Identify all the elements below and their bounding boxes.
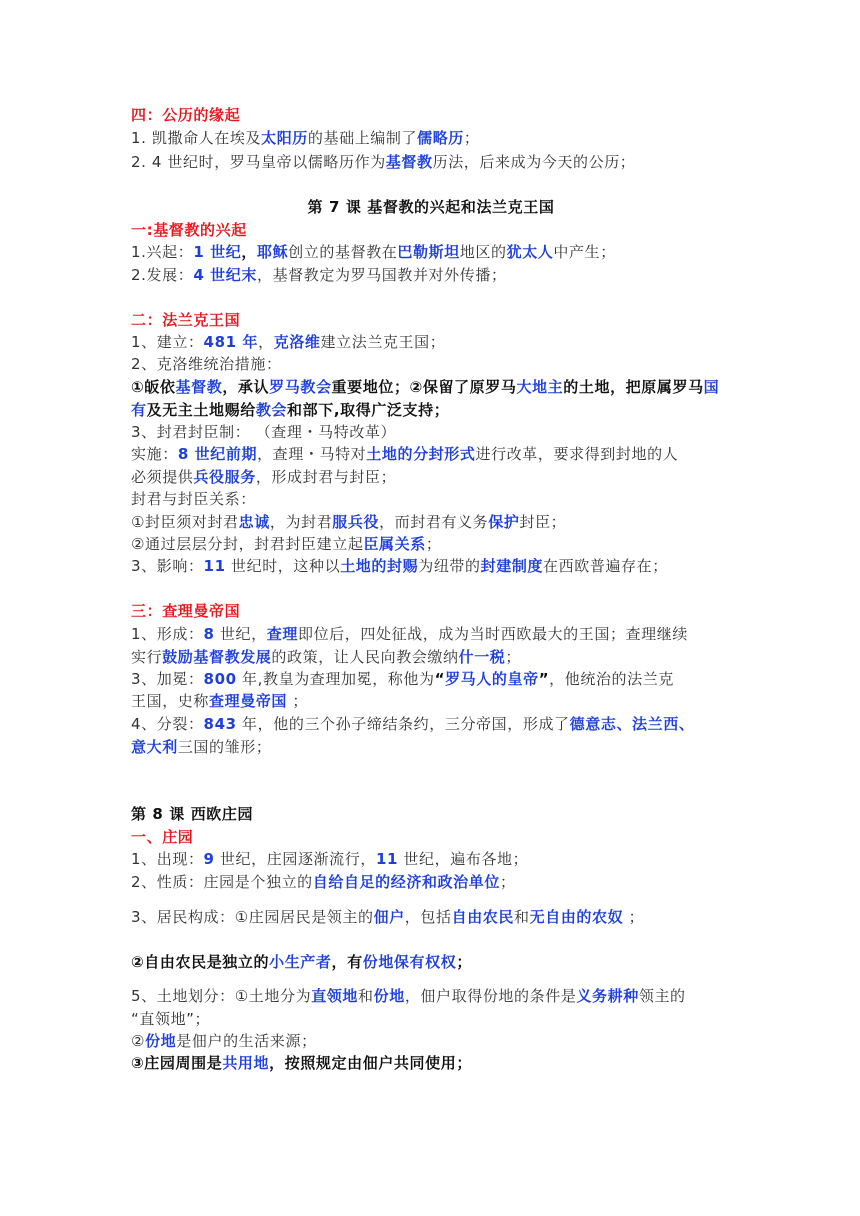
line-text: 进行改革，要求得到封地的人 [475,445,679,463]
text-line-l25 [131,713,741,735]
line-text: “ [434,670,446,688]
keyword-text: 基督教 [175,378,223,396]
keyword-text: 教会 [255,401,288,419]
keyword-text: 4 世纪末 [193,266,257,284]
keyword-text: 克洛维 [273,333,321,351]
keyword-text: 犹太人 [506,243,554,261]
line-text: 3、封君封臣制： （查理・马特改革） [131,423,397,441]
line-text: ； [499,873,516,891]
keyword-text: 什一税 [458,648,506,666]
keyword-text: 843 [203,715,237,733]
text-line-l17 [131,511,741,533]
text-line-l18 [131,533,741,555]
text-line-l19 [131,555,741,577]
keyword-text: 鼓励基督教发展 [162,648,272,666]
keyword-text: 份地 [145,1032,177,1050]
line-text: ③庄园周围是 [131,1054,223,1072]
line-text: 2. 4 世纪时，罗马皇帝以儒略历作为 [131,153,386,171]
line-text: ； [287,692,308,710]
text-line-l21 [131,623,741,645]
keyword-text: 儒略历 [417,129,464,147]
line-text: ； [623,908,645,926]
line-text: 和 [358,987,374,1005]
line-text: ，基督教定为罗马国教并对外传播； [256,266,507,284]
keyword-text: 查理 [266,625,298,643]
text-line-l33 [131,985,741,1007]
line-text: 第 7 课 基督教的兴起和法兰克王国 [307,198,555,216]
keyword-text: 有 [131,401,147,419]
line-text: 的政策，让人民向教会缴纳 [271,648,459,666]
line-text: ①皈依 [131,378,176,396]
text-line-l35 [131,1030,741,1052]
text-line-l24 [131,690,741,712]
text-line-l22 [131,646,741,668]
line-text: 1、建立： [131,333,204,351]
line-text: 在西欧普遍存在； [543,557,668,575]
line-text: ； [463,129,480,147]
keyword-text: 义务耕种 [576,987,639,1005]
line-text: 必须提供 [131,468,194,486]
keyword-text: 佃户 [373,908,405,926]
line-text: 及无主土地赐给 [146,401,256,419]
text-line-l02 [131,127,741,149]
line-text: 2、性质：庄园是个独立的 [131,873,313,891]
keyword-text: 8 世纪前期 [177,445,258,463]
text-line-l03 [131,151,741,173]
text-line-l08 [131,309,741,331]
text-line-l14 [131,443,741,465]
keyword-text: 保护 [488,513,520,531]
line-text: ② [131,1032,146,1050]
text-line-l13 [131,421,741,443]
line-text: ，形成封君与封臣； [255,468,397,486]
line-text: ，按照规定由佃户共同使用； [269,1054,472,1072]
line-text: 王国，史称 [131,692,210,710]
text-line-l15 [131,466,741,488]
keyword-text: 共用地 [222,1054,270,1072]
line-text: ，为封君 [269,513,333,531]
section-heading: 二：法兰克王国 [131,311,241,329]
keyword-text: 意大利 [131,738,178,756]
line-text: 领主的 [638,987,686,1005]
line-text: 中产生； [553,243,616,261]
keyword-text: 兵役服务 [193,468,256,486]
line-text: 世纪时，这种以 [225,557,341,575]
line-text: 3、影响： [131,557,204,575]
line-text: 地区的 [459,243,507,261]
line-text: 建立法兰克王国； [320,333,446,351]
line-text: 是佃户的生活来源； [176,1032,317,1050]
keyword-text: 德意志、法兰西、 [569,715,695,733]
line-text: 1. 凯撒命人在埃及 [131,129,262,147]
line-text: “直领地”； [131,1010,211,1028]
text-line-l05 [131,219,741,241]
keyword-text: 土地的分封形式 [366,445,476,463]
line-text: ，包括 [404,908,452,926]
line-text: 3、居民构成：①庄园居民是领主的 [131,908,374,926]
text-line-l20 [131,600,741,622]
keyword-text: 基督教 [385,153,433,171]
keyword-text: 国 [703,378,720,396]
line-text: 实行 [131,648,163,666]
line-text: ” [538,670,550,688]
line-text: 3、加冕： [131,670,204,688]
keyword-text: 罗马人的皇帝 [445,670,539,688]
text-line-l09 [131,331,741,353]
line-text: 1.兴起： [131,243,194,261]
text-line-l23 [131,668,741,690]
text-line-l07 [131,264,741,286]
text-line-l32 [131,951,741,973]
keyword-text: 11 [375,850,399,868]
keyword-text: 臣属关系 [363,535,426,553]
line-text: ②通过层层分封，封君封臣建立起 [131,535,364,553]
line-text: 三国的雏形； [177,738,272,756]
keyword-text: 忠诚 [238,513,270,531]
line-text: ②自由农民是独立的 [131,953,270,971]
keyword-text: 份地保有权权 [362,953,457,971]
line-text: 年,教皇为查理加冕，称他为 [236,670,435,688]
line-text: ； [425,535,442,553]
keyword-text: 8 [203,625,215,643]
line-text: 创立的基督教在 [288,243,398,261]
section-heading: 一:基督教的兴起 [131,221,247,239]
line-text: 5、土地划分：①土地分为 [131,987,312,1005]
keyword-text: 土地的封赐 [340,557,419,575]
line-text: 历法，后来成为今天的公历； [432,153,636,171]
line-text: 和 [514,908,530,926]
text-line-l01 [131,104,741,126]
line-text: 为纽带的 [418,557,481,575]
text-line-l10 [131,353,741,375]
line-text: ，查理・马特对 [257,445,367,463]
section-heading: 四：公历的缘起 [131,106,241,124]
line-text: 世纪， [214,625,267,643]
keyword-text: 无自由的农奴 [529,908,624,926]
line-text: 1、出现： [131,850,204,868]
keyword-text: 封建制度 [480,557,544,575]
section-heading: 一、庄园 [131,828,194,846]
text-line-l29 [131,848,741,870]
text-line-l16 [131,488,741,510]
line-text: 2.发展： [131,266,194,284]
line-text: ； [456,953,472,971]
text-line-l31 [131,906,741,928]
keyword-text: 份地 [373,987,405,1005]
line-text: ， [241,243,257,261]
keyword-text: 大地主 [516,378,564,396]
line-text: 世纪，遍布各地； [398,850,529,868]
line-text: ， [258,333,274,351]
text-line-l06 [131,241,741,263]
text-line-l11 [131,376,741,398]
line-text: 的基础上编制了 [307,129,418,147]
keyword-text: 自给自足的经济和政治单位 [312,873,500,891]
line-text: 封君与封臣关系： [131,490,256,508]
line-text: ，承认 [222,378,270,396]
keyword-text: 自由农民 [451,908,515,926]
line-text: ，他统治的法兰克 [549,670,674,688]
text-line-l36 [131,1052,741,1074]
keyword-text: 1 世纪 [193,243,242,261]
text-line-l28 [131,826,741,848]
keyword-text: 481 年 [203,333,259,351]
line-text: 4、分裂： [131,715,204,733]
text-line-l26 [131,736,741,758]
line-text: ，佃户取得份地的条件是 [404,987,577,1005]
line-text: ，而封君有义务 [379,513,489,531]
keyword-text: 太阳历 [261,129,308,147]
text-line-l27 [131,803,741,825]
keyword-text: 耶稣 [256,243,289,261]
line-text: 年，他的三个孙子缔结条约，三分帝国，形成了 [236,715,570,733]
line-text: ； [505,648,522,666]
line-text: 即位后，四处征战，成为当时西欧最大的王国；查理继续 [297,625,688,643]
text-line-l12 [131,399,741,421]
text-line-l34 [131,1008,741,1030]
section-heading: 三：查理曼帝国 [131,602,241,620]
line-text: 1、形成： [131,625,204,643]
text-line-l30 [131,871,741,893]
line-text: 2、克洛维统治措施： [131,355,282,373]
line-text: 和部下,取得广泛支持； [287,401,450,419]
line-text: ，有 [331,953,363,971]
keyword-text: 服兵役 [332,513,380,531]
keyword-text: 查理曼帝国 [209,692,288,710]
line-text: ①封臣须对封君 [131,513,239,531]
line-text: 重要地位；②保留了原罗马 [331,378,517,396]
keyword-text: 11 [203,557,226,575]
keyword-text: 巴勒斯坦 [397,243,460,261]
line-text: 世纪，庄园逐渐流行， [214,850,376,868]
line-text: 实施： [131,445,178,463]
keyword-text: 直领地 [311,987,359,1005]
keyword-text: 800 [203,670,237,688]
keyword-text: 9 [203,850,215,868]
keyword-text: 小生产者 [269,953,332,971]
line-text: 的土地，把原属罗马 [563,378,704,396]
keyword-text: 罗马教会 [269,378,332,396]
text-line-l04 [131,196,731,218]
line-text: 第 8 课 西欧庄园 [131,805,254,823]
line-text: 封臣； [519,513,567,531]
